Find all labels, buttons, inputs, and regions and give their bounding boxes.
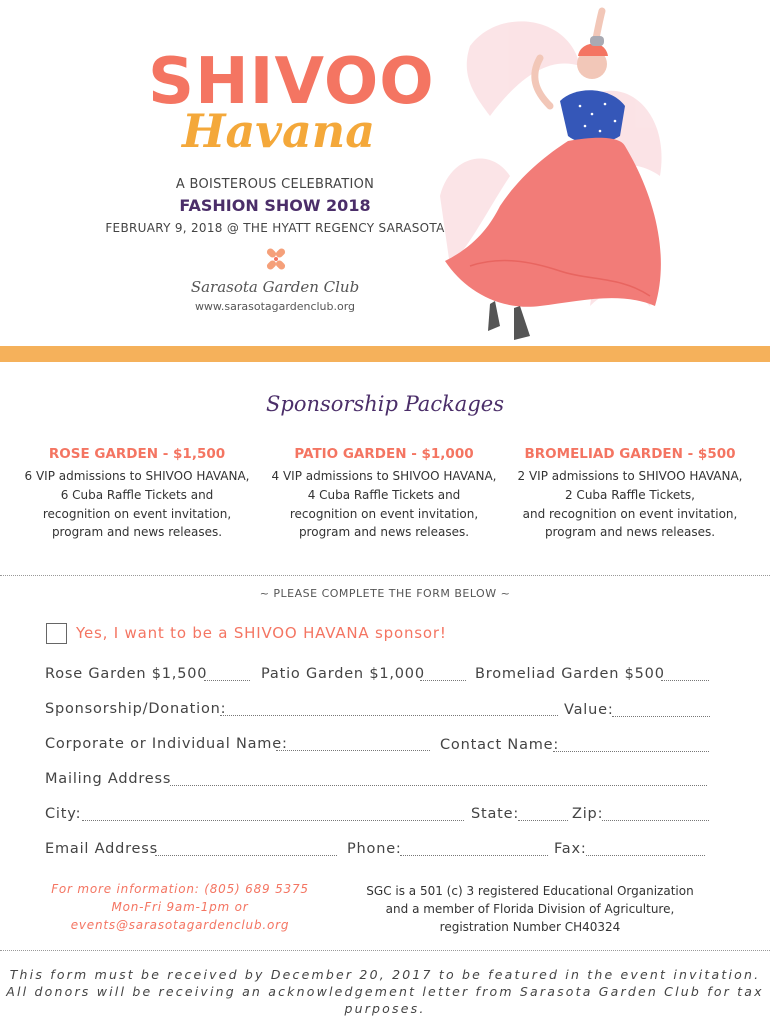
bromeliad-garden-label: Bromeliad Garden $500 (475, 666, 665, 682)
package-bromeliad-garden (505, 446, 755, 542)
zip-field[interactable] (602, 820, 709, 821)
patio-garden-label: Patio Garden $1,000 (261, 666, 425, 682)
value-label: Value: (564, 702, 614, 718)
package-patio-garden (259, 446, 509, 542)
sponsor-checkbox[interactable] (46, 623, 67, 644)
contact-email[interactable]: events@sarasotagardenclub.org (70, 918, 290, 932)
section-divider (0, 575, 770, 576)
rose-garden-field[interactable] (204, 680, 250, 681)
org-info-line: registration Number CH40324 (439, 920, 621, 934)
zip-label: Zip: (572, 806, 604, 822)
footer-note (0, 966, 770, 1017)
package-line: program and news releases. (298, 525, 470, 540)
city-field[interactable] (82, 820, 464, 821)
sponsorship-heading: Sponsorship Packages (266, 392, 504, 416)
city-label: City: (45, 806, 82, 822)
rose-garden-label: Rose Garden $1,500 (45, 666, 208, 682)
contact-info (30, 880, 330, 934)
dancer-illustration (430, 6, 670, 346)
org-info-line: and a member of Florida Division of Agriculture, (385, 902, 675, 916)
event-date-venue: FEBRUARY 9, 2018 @ THE HYATT REGENCY SARASOTA (105, 221, 445, 235)
fax-label: Fax: (554, 841, 587, 857)
donation-field[interactable] (220, 715, 558, 716)
event-script-title: Havana (182, 104, 376, 158)
package-line: program and news releases. (544, 525, 716, 540)
package-rose-garden (12, 446, 262, 542)
package-title: ROSE GARDEN - $1,500 (48, 446, 226, 462)
package-line: 2 VIP admissions to SHIVOO HAVANA, (517, 469, 743, 483)
package-line: recognition on event invitation, (289, 506, 479, 521)
header-divider-bar (0, 346, 770, 362)
phone-field[interactable] (400, 855, 548, 856)
email-field[interactable] (155, 855, 337, 856)
org-info-line: SGC is a 501 (c) 3 registered Educational Organization (366, 884, 694, 898)
footer-line: This form must be received by December 20, 2017 to be featured in the event invitation. (9, 967, 761, 982)
phone-label: Phone: (347, 841, 402, 857)
package-line: 2 Cuba Raffle Tickets, (564, 487, 695, 502)
mailing-address-field[interactable] (170, 785, 707, 786)
contact-name-label: Contact Name: (440, 737, 560, 753)
mailing-address-label: Mailing Address (45, 771, 172, 787)
organization-info (345, 882, 715, 936)
event-tagline: A BOISTEROUS CELEBRATION (175, 177, 375, 192)
event-title: SHIVOO (148, 45, 435, 119)
club-url[interactable]: www.sarasotagardenclub.org (194, 300, 356, 313)
package-line: 6 Cuba Raffle Tickets and (60, 487, 214, 502)
email-label: Email Address (45, 841, 158, 857)
contact-phone: For more information: (805) 689 5375 (51, 882, 309, 896)
value-field[interactable] (612, 716, 710, 717)
bromeliad-garden-field[interactable] (661, 680, 709, 681)
club-name: Sarasota Garden Club (190, 278, 360, 296)
state-field[interactable] (518, 820, 568, 821)
package-line: recognition on event invitation, (42, 506, 232, 521)
package-line: 6 VIP admissions to SHIVOO HAVANA, (24, 469, 250, 483)
corporate-name-label: Corporate or Individual Name: (45, 736, 288, 752)
package-title: BROMELIAD GARDEN - $500 (524, 446, 736, 462)
flower-icon (264, 247, 288, 271)
package-line: and recognition on event invitation, (522, 506, 738, 521)
fax-field[interactable] (586, 855, 705, 856)
footer-divider (0, 950, 770, 951)
corporate-name-field[interactable] (276, 750, 430, 751)
package-title: PATIO GARDEN - $1,000 (294, 446, 474, 462)
form-instruction: ~ PLEASE COMPLETE THE FORM BELOW ~ (259, 587, 511, 600)
state-label: State: (471, 806, 520, 822)
footer-line: All donors will be receiving an acknowledgement letter from Sarasota Garden Club for tax purposes. (6, 984, 764, 1016)
donation-label: Sponsorship/Donation: (45, 701, 227, 717)
patio-garden-field[interactable] (420, 680, 466, 681)
package-line: program and news releases. (51, 525, 223, 540)
event-name: FASHION SHOW 2018 (179, 196, 371, 215)
package-line: 4 VIP admissions to SHIVOO HAVANA, (271, 469, 497, 483)
package-line: 4 Cuba Raffle Tickets and (307, 487, 461, 502)
sponsor-checkbox-label: Yes, I want to be a SHIVOO HAVANA sponsor! (76, 624, 447, 642)
contact-name-field[interactable] (553, 751, 709, 752)
contact-hours: Mon-Fri 9am-1pm or (111, 900, 249, 914)
